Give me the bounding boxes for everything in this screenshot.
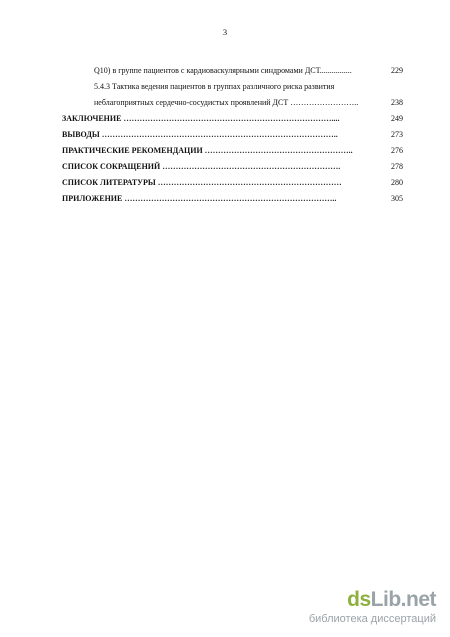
toc-section-page: 305 [391, 194, 403, 203]
toc-section [62, 127, 403, 143]
toc-section [62, 191, 403, 207]
toc-section-page: 280 [391, 178, 403, 187]
toc-entry-title: 5.4.3 Тактика ведения пациентов в группах различного риска развития [94, 82, 335, 91]
watermark-logo-lib: Lib.net [370, 588, 436, 611]
toc-section-title: ВЫВОДЫ …………………………………………………………………………….. [62, 130, 338, 139]
toc-section [62, 111, 403, 127]
watermark-caption: библиотека диссертаций [308, 613, 436, 625]
toc-section-page: 249 [391, 114, 403, 123]
toc-section-title: СПИСОК СОКРАЩЕНИЙ …………………………………………………………. [62, 162, 341, 171]
toc-section-page: 273 [391, 130, 403, 139]
toc-section-page: 278 [391, 162, 403, 171]
watermark-logo [309, 590, 436, 610]
toc-section-page: 276 [391, 146, 403, 155]
toc-entry-title: Q10) в группе пациентов с кардиоваскулярными синдромами ДСТ................ [94, 66, 352, 75]
toc-section [62, 159, 403, 175]
toc-section-title: ПРАКТИЧЕСКИЕ РЕКОМЕНДАЦИИ ……………………………………………….. [62, 146, 353, 155]
toc-section-title: ПРИЛОЖЕНИЕ …………………………………………………………………….. [62, 194, 337, 203]
toc-entry [62, 63, 403, 79]
toc-entry-page: 238 [391, 98, 403, 107]
toc-entry [62, 79, 403, 95]
table-of-contents [62, 63, 403, 207]
toc-section [62, 175, 403, 191]
toc-entry-page: 229 [391, 66, 403, 75]
watermark [309, 590, 436, 626]
watermark-logo-ds: ds [347, 588, 371, 611]
toc-section-title: СПИСОК ЛИТЕРАТУРЫ …………………………………………………………… [62, 178, 342, 187]
toc-section-title: ЗАКЛЮЧЕНИЕ …………………………………………………………………….... [62, 114, 340, 123]
toc-section [62, 143, 403, 159]
toc-entry-title: неблагоприятных сердечно-сосудистых проявлений ДСТ …………………….. [94, 98, 359, 107]
page-number: 3 [222, 27, 228, 37]
toc-entry [62, 95, 403, 111]
